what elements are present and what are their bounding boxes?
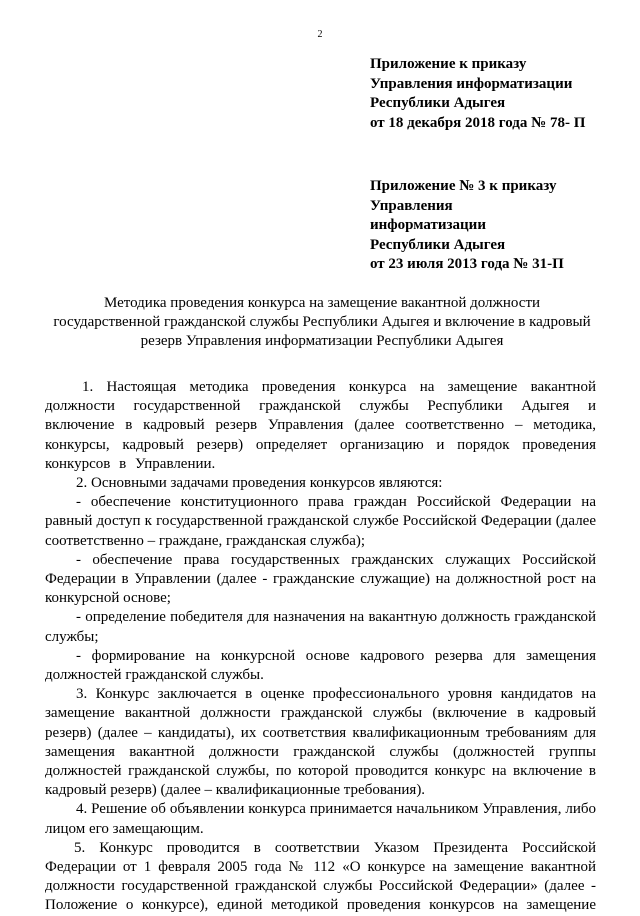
appendix-line: от 23 июля 2013 года № 31-П [370,256,564,272]
appendix-line: информатизации [370,217,486,233]
appendix-line: от 18 декабря 2018 года № 78- П [370,114,586,131]
page-number: 2 [317,29,323,40]
bullet-reserve: - формирование на конкурсной основе кадрового резерва для замещения должностей гражданской службы. [45,647,596,684]
paragraph-5: 5. Конкурс проводится в соответствии Указом Президента Российской Федерации от 1 февраля 2005 года № 112 «О конкурсе на замещение вакантной должности государственной гражданской службы Российской Федерации» (далее - Положение о конкурсе), единой методикой проведения конкурсов на замещение [45,839,596,914]
title-line: резерв Управления информатизации Республики Адыгея [140,333,504,349]
document-title [38,294,606,351]
appendix-line: Республики Адыгея [370,236,506,253]
appendix-header-2013 [370,177,620,275]
bullet-winner: - определение победителя для назначения на вакантную должность гражданской службы; [45,609,596,645]
title-line: Методика проведения конкурса на замещение вакантной должности [103,295,541,311]
bullet-career-growth: - обеспечение права государственных гражданских служащих Российской Федерации в Управлении (далее - гражданские служащие) на должностной рост на конкурсной основе; [45,551,596,607]
appendix-line: Приложение № 3 к приказу [370,178,557,194]
appendix-line: Республики Адыгея [370,95,506,111]
paragraph-1: 1. Настоящая методика проведения конкурса на замещение вакантной должности государственной гражданской службы Республики Адыгея и включение в кадровый резерв Управления (далее соответственно – методика, конкурсы, кадровый резерв) определяет организацию и порядок проведения конкурсов в Управлении. [45,379,596,472]
paragraph-4: 4. Решение об объявлении конкурса принимается начальником Управления, либо лицом его замещающим. [45,801,596,837]
appendix-line: Управления [370,197,453,214]
paragraph-2: 2. Основными задачами проведения конкурсов являются: [76,475,443,492]
appendix-line: Управления информатизации [370,75,573,92]
title-line: государственной гражданской службы Республики Адыгея и включение в кадровый [53,314,591,330]
appendix-header-2018 [370,55,620,133]
paragraph-3: 3. Конкурс заключается в оценке профессионального уровня кандидатов на замещение вакантной должности гражданской службы (включение в кадровый резерв) (далее – кандидаты), их соответствия квалификационным требованиям для замещения вакантной должности гражданской службы (должностей группы должностей гражданской службы, по которой проводится конкурс на включение в кадровый резерв) (далее – квалификационные требования). [45,686,596,799]
appendix-line: Приложение к приказу [370,56,527,72]
bullet-equal-access: - обеспечение конституционного права граждан Российской Федерации на равный доступ к государственной гражданской службе Российской Федерации (далее соответственно – граждане, гражданская служба); [45,494,596,549]
document-body [45,378,596,916]
